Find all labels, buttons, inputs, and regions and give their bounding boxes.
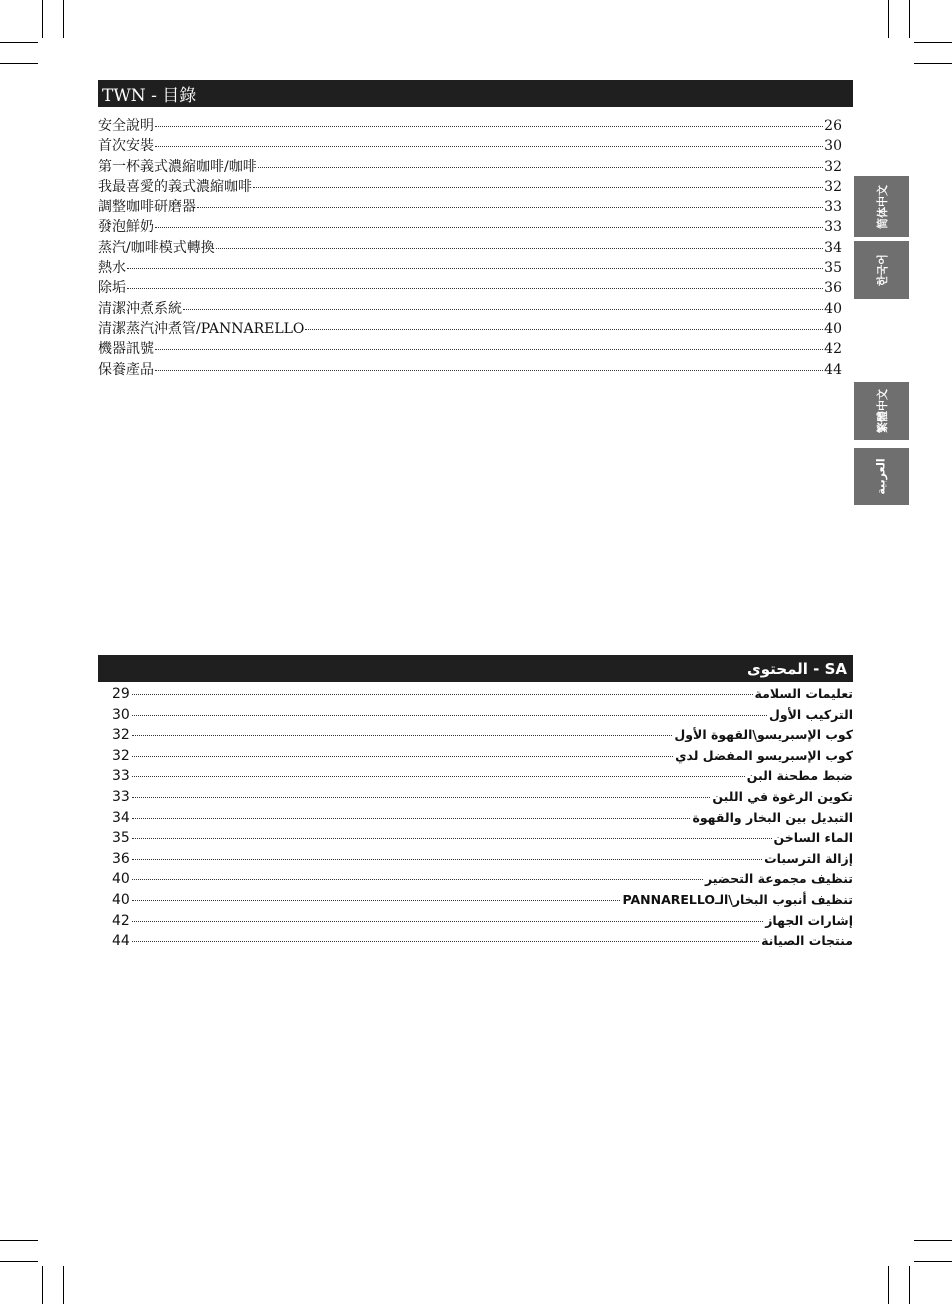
dot-leader — [132, 715, 767, 716]
dot-leader — [183, 309, 823, 310]
toc-entry-page: 33 — [824, 219, 842, 236]
toc-entry-page: 40 — [112, 871, 130, 888]
dot-leader — [155, 227, 823, 228]
toc-entry-title: إشارات الجهاز — [765, 912, 853, 928]
sa-header-text: SA - المحتوى — [746, 659, 847, 678]
toc-entry[interactable] — [112, 851, 853, 872]
toc-entry-title: 我最喜愛的義式濃縮咖啡 — [98, 178, 252, 195]
tab-label: العربية — [875, 458, 888, 495]
toc-entry-page: 36 — [112, 850, 130, 867]
dot-leader — [132, 838, 772, 839]
toc-entry[interactable] — [112, 707, 853, 728]
dot-leader — [155, 126, 823, 127]
toc-entry-title: 蒸汽/咖啡模式轉換 — [98, 239, 215, 256]
toc-entry[interactable] — [112, 789, 853, 810]
toc-entry[interactable] — [98, 176, 842, 196]
dot-leader — [132, 776, 745, 777]
dot-leader — [132, 859, 762, 860]
toc-entry[interactable] — [98, 298, 842, 318]
toc-entry[interactable] — [112, 748, 853, 769]
toc-entry[interactable] — [98, 338, 842, 358]
toc-entry-title: 調整咖啡研磨器 — [98, 199, 196, 216]
toc-entry-page: 44 — [824, 361, 842, 378]
toc-entry-page: 30 — [824, 138, 842, 155]
toc-entry-title: 除垢 — [98, 280, 126, 297]
toc-entry-title: 安全說明 — [98, 118, 154, 134]
tab-label: 简体中文 — [875, 184, 889, 229]
toc-entry-title: كوب الإسبريسو المفضل لدي — [675, 747, 853, 763]
toc-entry-page: 33 — [112, 788, 130, 805]
toc-entry[interactable] — [112, 830, 853, 851]
toc-entry[interactable] — [112, 913, 853, 934]
toc-entry-page: 35 — [824, 260, 842, 277]
dot-leader — [258, 167, 823, 168]
toc-entry[interactable] — [112, 727, 853, 748]
toc-entry-page: 33 — [112, 768, 130, 785]
toc-entry-title: التركيب الأول — [768, 706, 853, 722]
toc-entry[interactable] — [98, 277, 842, 297]
toc-entry-title: 發泡鮮奶 — [98, 219, 154, 236]
crop-mark-bottom-left-h — [0, 1240, 38, 1241]
toc-entry-title: 熱水 — [98, 260, 126, 277]
language-tab-korean[interactable] — [854, 241, 909, 299]
crop-mark-bottom-right-v2 — [909, 1266, 910, 1304]
toc-entry[interactable] — [98, 318, 842, 338]
toc-entry[interactable] — [98, 156, 842, 176]
dot-leader — [132, 735, 673, 736]
language-tab-simplified-chinese[interactable] — [854, 176, 909, 237]
toc-entry-title: 保養產品 — [98, 361, 154, 378]
toc-entry-title: ضبط مطحنة البن — [746, 768, 853, 784]
toc-entry-title: تنظيف أنبوب البخار\الـPANNARELLO — [622, 891, 853, 907]
dot-leader — [132, 921, 763, 922]
toc-entry[interactable] — [98, 237, 842, 257]
toc-entry-page: 32 — [112, 727, 130, 744]
dot-leader — [132, 941, 759, 942]
crop-mark-top-left-h — [0, 42, 38, 43]
dot-leader — [132, 900, 621, 901]
crop-mark-top-left-v — [42, 0, 43, 38]
toc-entry-page: 33 — [824, 199, 842, 216]
toc-entry-title: 清潔蒸汽沖煮管/PANNARELLO — [98, 320, 305, 337]
crop-mark-top-left-v2 — [63, 0, 64, 38]
toc-entry-title: 清潔沖煮系統 — [98, 300, 182, 317]
toc-entry-page: 44 — [112, 933, 130, 950]
toc-entry-page: 36 — [824, 280, 842, 297]
dot-leader — [132, 797, 711, 798]
dot-leader — [253, 187, 823, 188]
toc-entry-page: 34 — [824, 239, 842, 256]
dot-leader — [132, 879, 703, 880]
crop-mark-top-right-v — [888, 0, 889, 38]
dot-leader — [132, 694, 753, 695]
toc-entry-page: 40 — [112, 891, 130, 908]
toc-entry[interactable] — [98, 135, 842, 155]
dot-leader — [155, 146, 823, 147]
toc-entry-title: منتجات الصيانة — [761, 933, 853, 949]
dot-leader — [155, 370, 823, 371]
toc-entry[interactable] — [112, 686, 853, 707]
crop-mark-top-left-h2 — [0, 63, 38, 64]
tab-label: 한국어 — [875, 254, 889, 286]
toc-entry-page: 32 — [824, 158, 842, 175]
toc-entry-title: الماء الساخن — [773, 830, 853, 846]
crop-mark-top-right-h2 — [914, 63, 952, 64]
twn-table-of-contents — [98, 115, 842, 379]
toc-entry-page: 26 — [824, 118, 842, 134]
crop-mark-bottom-left-h2 — [0, 1261, 38, 1262]
dot-leader — [127, 288, 823, 289]
toc-entry-page: 32 — [112, 747, 130, 764]
sa-table-of-contents — [112, 686, 853, 954]
toc-entry[interactable] — [112, 933, 853, 954]
sa-section-header — [98, 655, 853, 682]
toc-entry-title: تعليمات السلامة — [754, 686, 853, 701]
toc-entry-title: التبديل بين البخار والقهوة — [692, 809, 853, 825]
dot-leader — [155, 349, 823, 350]
crop-mark-bottom-right-h2 — [914, 1261, 952, 1262]
crop-mark-top-right-v2 — [909, 0, 910, 38]
toc-entry-page: 29 — [112, 686, 130, 702]
crop-mark-bottom-left-v2 — [63, 1266, 64, 1304]
toc-entry[interactable] — [98, 115, 842, 135]
toc-entry-title: 第一杯義式濃縮咖啡/咖啡 — [98, 158, 257, 175]
toc-entry[interactable] — [112, 892, 853, 913]
toc-entry-page: 40 — [824, 320, 842, 337]
dot-leader — [132, 818, 691, 819]
toc-entry-title: تكوين الرغوة في اللبن — [712, 788, 853, 804]
toc-entry[interactable] — [98, 216, 842, 236]
crop-mark-top-right-h — [914, 42, 952, 43]
toc-entry-title: 機器訊號 — [98, 341, 154, 358]
crop-mark-bottom-right-h — [914, 1240, 952, 1241]
toc-entry[interactable] — [112, 810, 853, 831]
twn-header-text: TWN - 目錄 — [102, 86, 197, 106]
toc-entry-page: 34 — [112, 809, 130, 826]
language-tab-traditional-chinese[interactable] — [854, 382, 909, 440]
toc-entry[interactable] — [98, 196, 842, 216]
toc-entry-title: تنظيف مجموعة التحضير — [704, 871, 853, 887]
toc-entry-title: إزالة الترسبات — [764, 850, 853, 866]
dot-leader — [132, 756, 673, 757]
toc-entry-page: 40 — [824, 300, 842, 317]
twn-section-header — [98, 80, 853, 107]
toc-entry-page: 35 — [112, 830, 130, 847]
toc-entry-page: 42 — [824, 341, 842, 358]
dot-leader — [216, 248, 823, 249]
toc-entry[interactable] — [112, 871, 853, 892]
toc-entry[interactable] — [112, 768, 853, 789]
toc-entry-page: 42 — [112, 912, 130, 929]
toc-entry-page: 32 — [824, 178, 842, 195]
dot-leader — [305, 329, 823, 330]
crop-mark-bottom-left-v — [42, 1266, 43, 1304]
dot-leader — [197, 207, 823, 208]
toc-entry[interactable] — [98, 257, 842, 277]
tab-label: 繁體中文 — [875, 389, 889, 433]
language-tab-arabic[interactable] — [854, 448, 909, 505]
toc-entry[interactable] — [98, 359, 842, 379]
toc-entry-title: كوب الإسبريسو\القهوة الأول — [674, 727, 853, 743]
toc-entry-title: 首次安裝 — [98, 138, 154, 155]
dot-leader — [127, 268, 823, 269]
toc-entry-page: 30 — [112, 706, 130, 723]
crop-mark-bottom-right-v — [888, 1266, 889, 1304]
